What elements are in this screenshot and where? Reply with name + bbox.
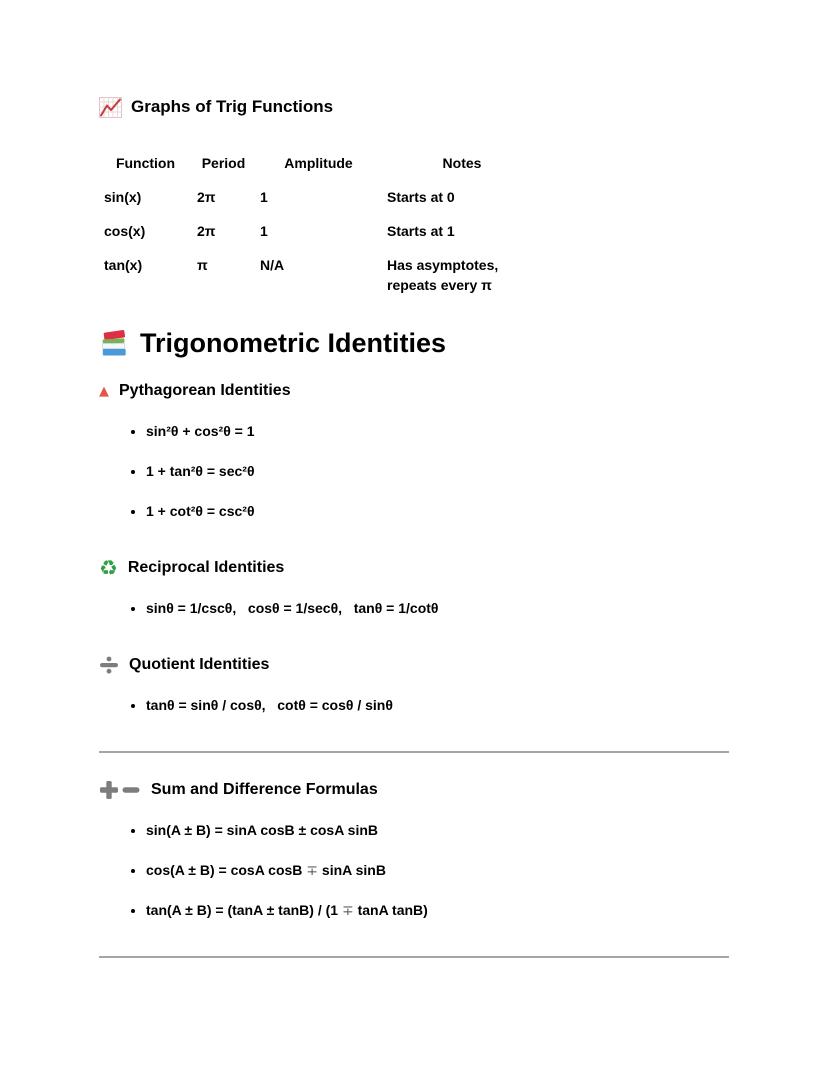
list-item	[146, 501, 728, 521]
list-item	[146, 461, 728, 481]
table-row	[99, 180, 542, 214]
page-title	[99, 326, 728, 360]
formula-text: sin²θ + cos²θ = 1	[146, 423, 255, 439]
subsection-heading-reciprocal	[99, 557, 728, 579]
table-cell: 2π	[197, 223, 216, 239]
table-cell: π	[197, 257, 208, 273]
table-cell: tan(x)	[104, 257, 143, 273]
table-cell: Starts at 0	[387, 189, 455, 205]
formula-text: 1 + cot²θ = csc²θ	[146, 503, 255, 519]
plus-minus-icons	[99, 780, 141, 800]
formula-text: 1 + tan²θ = sec²θ	[146, 463, 255, 479]
table-cell: 1	[260, 223, 268, 239]
books-icon	[99, 328, 129, 358]
horizontal-divider	[99, 751, 729, 753]
formula-text: tan(A ± B) = (tanA ± tanB) / (1 ∓ tanA tanB)	[146, 902, 428, 918]
page-title-text: Trigonometric Identities	[140, 328, 447, 358]
list-item	[146, 598, 728, 618]
table-header-cell: Amplitude	[284, 155, 353, 171]
subsection-title: Pythagorean Identities	[119, 382, 291, 399]
table-header-cell: Notes	[442, 155, 482, 171]
formula-text: cos(A ± B) = cosA cosB ∓ sinA sinB	[146, 862, 386, 878]
subsection-title: Reciprocal Identities	[127, 559, 285, 576]
table-header-cell: Period	[201, 155, 246, 171]
subsection-heading-quotient	[99, 654, 728, 676]
quotient-identities-list	[99, 695, 728, 715]
subsection-title: Quotient Identities	[129, 656, 270, 673]
heavy-minus-icon	[121, 780, 141, 800]
section-title: Graphs of Trig Functions	[131, 97, 334, 116]
list-item	[146, 421, 728, 441]
list-item	[146, 820, 728, 840]
chart-increasing-icon	[99, 97, 122, 118]
table-cell: cos(x)	[104, 223, 146, 239]
table-row	[99, 214, 542, 248]
horizontal-divider	[99, 956, 729, 958]
subsection-heading-pythagorean	[99, 380, 728, 402]
section-heading-graphs	[99, 96, 728, 118]
list-item	[146, 900, 728, 920]
recycle-icon: ♻	[99, 555, 118, 580]
list-item	[146, 695, 728, 715]
table-cell: Has asymptotes, repeats every π	[387, 257, 499, 293]
identities-section	[99, 326, 728, 715]
red-triangle-icon: ▲	[99, 383, 109, 399]
table-cell: 1	[260, 189, 268, 205]
formula-text: tanθ = sinθ / cosθ, cotθ = cosθ / sinθ	[146, 697, 393, 713]
sum-difference-formulas-list	[99, 820, 728, 920]
pythagorean-identities-list	[99, 421, 728, 521]
formula-text: sin(A ± B) = sinA cosB ± cosA sinB	[146, 822, 379, 838]
table-cell: 2π	[197, 189, 216, 205]
section-title: Sum and Difference Formulas	[151, 781, 378, 798]
formula-text: sinθ = 1/cscθ, cosθ = 1/secθ, tanθ = 1/cotθ	[146, 600, 439, 616]
list-item	[146, 860, 728, 880]
heavy-plus-icon	[99, 780, 119, 800]
table-row	[99, 248, 542, 302]
trig-functions-table	[99, 146, 542, 302]
table-header-row	[99, 146, 542, 180]
table-cell: sin(x)	[104, 189, 142, 205]
section-heading-sum-difference	[99, 779, 728, 801]
reciprocal-identities-list	[99, 598, 728, 618]
division-icon	[99, 656, 119, 674]
table-cell: Starts at 1	[387, 223, 455, 239]
table-header-cell: Function	[115, 155, 176, 171]
table-cell: N/A	[260, 257, 285, 273]
